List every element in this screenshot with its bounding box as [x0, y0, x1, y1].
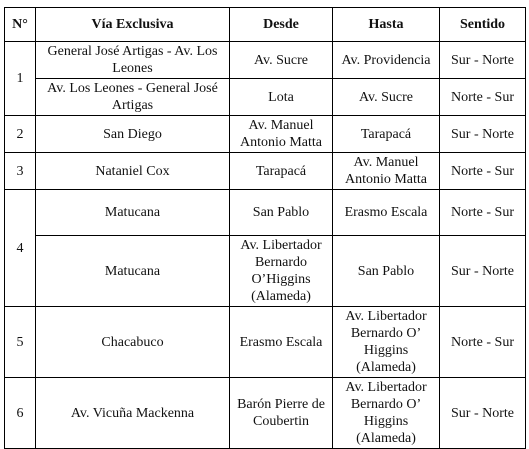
cell-via: San Diego [36, 116, 230, 153]
table-row [5, 42, 526, 79]
cell-desde: Av. Sucre [230, 42, 333, 79]
cell-desde: Tarapacá [230, 153, 333, 190]
cell-sentido: Norte - Sur [440, 79, 526, 116]
header-number: N° [5, 8, 36, 42]
header-desde: Desde [230, 8, 333, 42]
cell-via: Matucana [36, 190, 230, 236]
table-row [5, 236, 526, 307]
cell-desde: San Pablo [230, 190, 333, 236]
cell-sentido: Sur - Norte [440, 378, 526, 449]
table-row [5, 116, 526, 153]
cell-desde: Erasmo Escala [230, 307, 333, 378]
cell-desde: Barón Pierre de Coubertin [230, 378, 333, 449]
table-header-row [5, 8, 526, 42]
row-number: 4 [5, 190, 36, 307]
cell-sentido: Sur - Norte [440, 236, 526, 307]
row-number: 3 [5, 153, 36, 190]
cell-sentido: Norte - Sur [440, 153, 526, 190]
cell-desde: Av. Libertador Bernardo O’Higgins (Alameda) [230, 236, 333, 307]
cell-hasta: Av. Sucre [333, 79, 440, 116]
exclusive-lanes-table [4, 7, 526, 449]
table-row [5, 79, 526, 116]
cell-hasta: Av. Libertador Bernardo O’ Higgins (Alameda) [333, 307, 440, 378]
table-row [5, 190, 526, 236]
table-row [5, 153, 526, 190]
cell-via: Av. Los Leones - General José Artigas [36, 79, 230, 116]
cell-desde: Lota [230, 79, 333, 116]
cell-hasta: Av. Providencia [333, 42, 440, 79]
table-container [4, 7, 526, 449]
cell-sentido: Norte - Sur [440, 307, 526, 378]
cell-sentido: Sur - Norte [440, 42, 526, 79]
cell-via: Av. Vicuña Mackenna [36, 378, 230, 449]
cell-desde: Av. Manuel Antonio Matta [230, 116, 333, 153]
header-hasta: Hasta [333, 8, 440, 42]
cell-via: Chacabuco [36, 307, 230, 378]
row-number: 5 [5, 307, 36, 378]
cell-via: Matucana [36, 236, 230, 307]
cell-via: Nataniel Cox [36, 153, 230, 190]
cell-hasta: Av. Libertador Bernardo O’ Higgins (Alameda) [333, 378, 440, 449]
header-via: Vía Exclusiva [36, 8, 230, 42]
cell-sentido: Norte - Sur [440, 190, 526, 236]
row-number: 2 [5, 116, 36, 153]
header-sentido: Sentido [440, 8, 526, 42]
table-row [5, 378, 526, 449]
row-number: 1 [5, 42, 36, 116]
table-row [5, 307, 526, 378]
cell-hasta: San Pablo [333, 236, 440, 307]
row-number: 6 [5, 378, 36, 449]
cell-hasta: Erasmo Escala [333, 190, 440, 236]
cell-hasta: Tarapacá [333, 116, 440, 153]
cell-hasta: Av. Manuel Antonio Matta [333, 153, 440, 190]
cell-sentido: Sur - Norte [440, 116, 526, 153]
cell-via: General José Artigas - Av. Los Leones [36, 42, 230, 79]
